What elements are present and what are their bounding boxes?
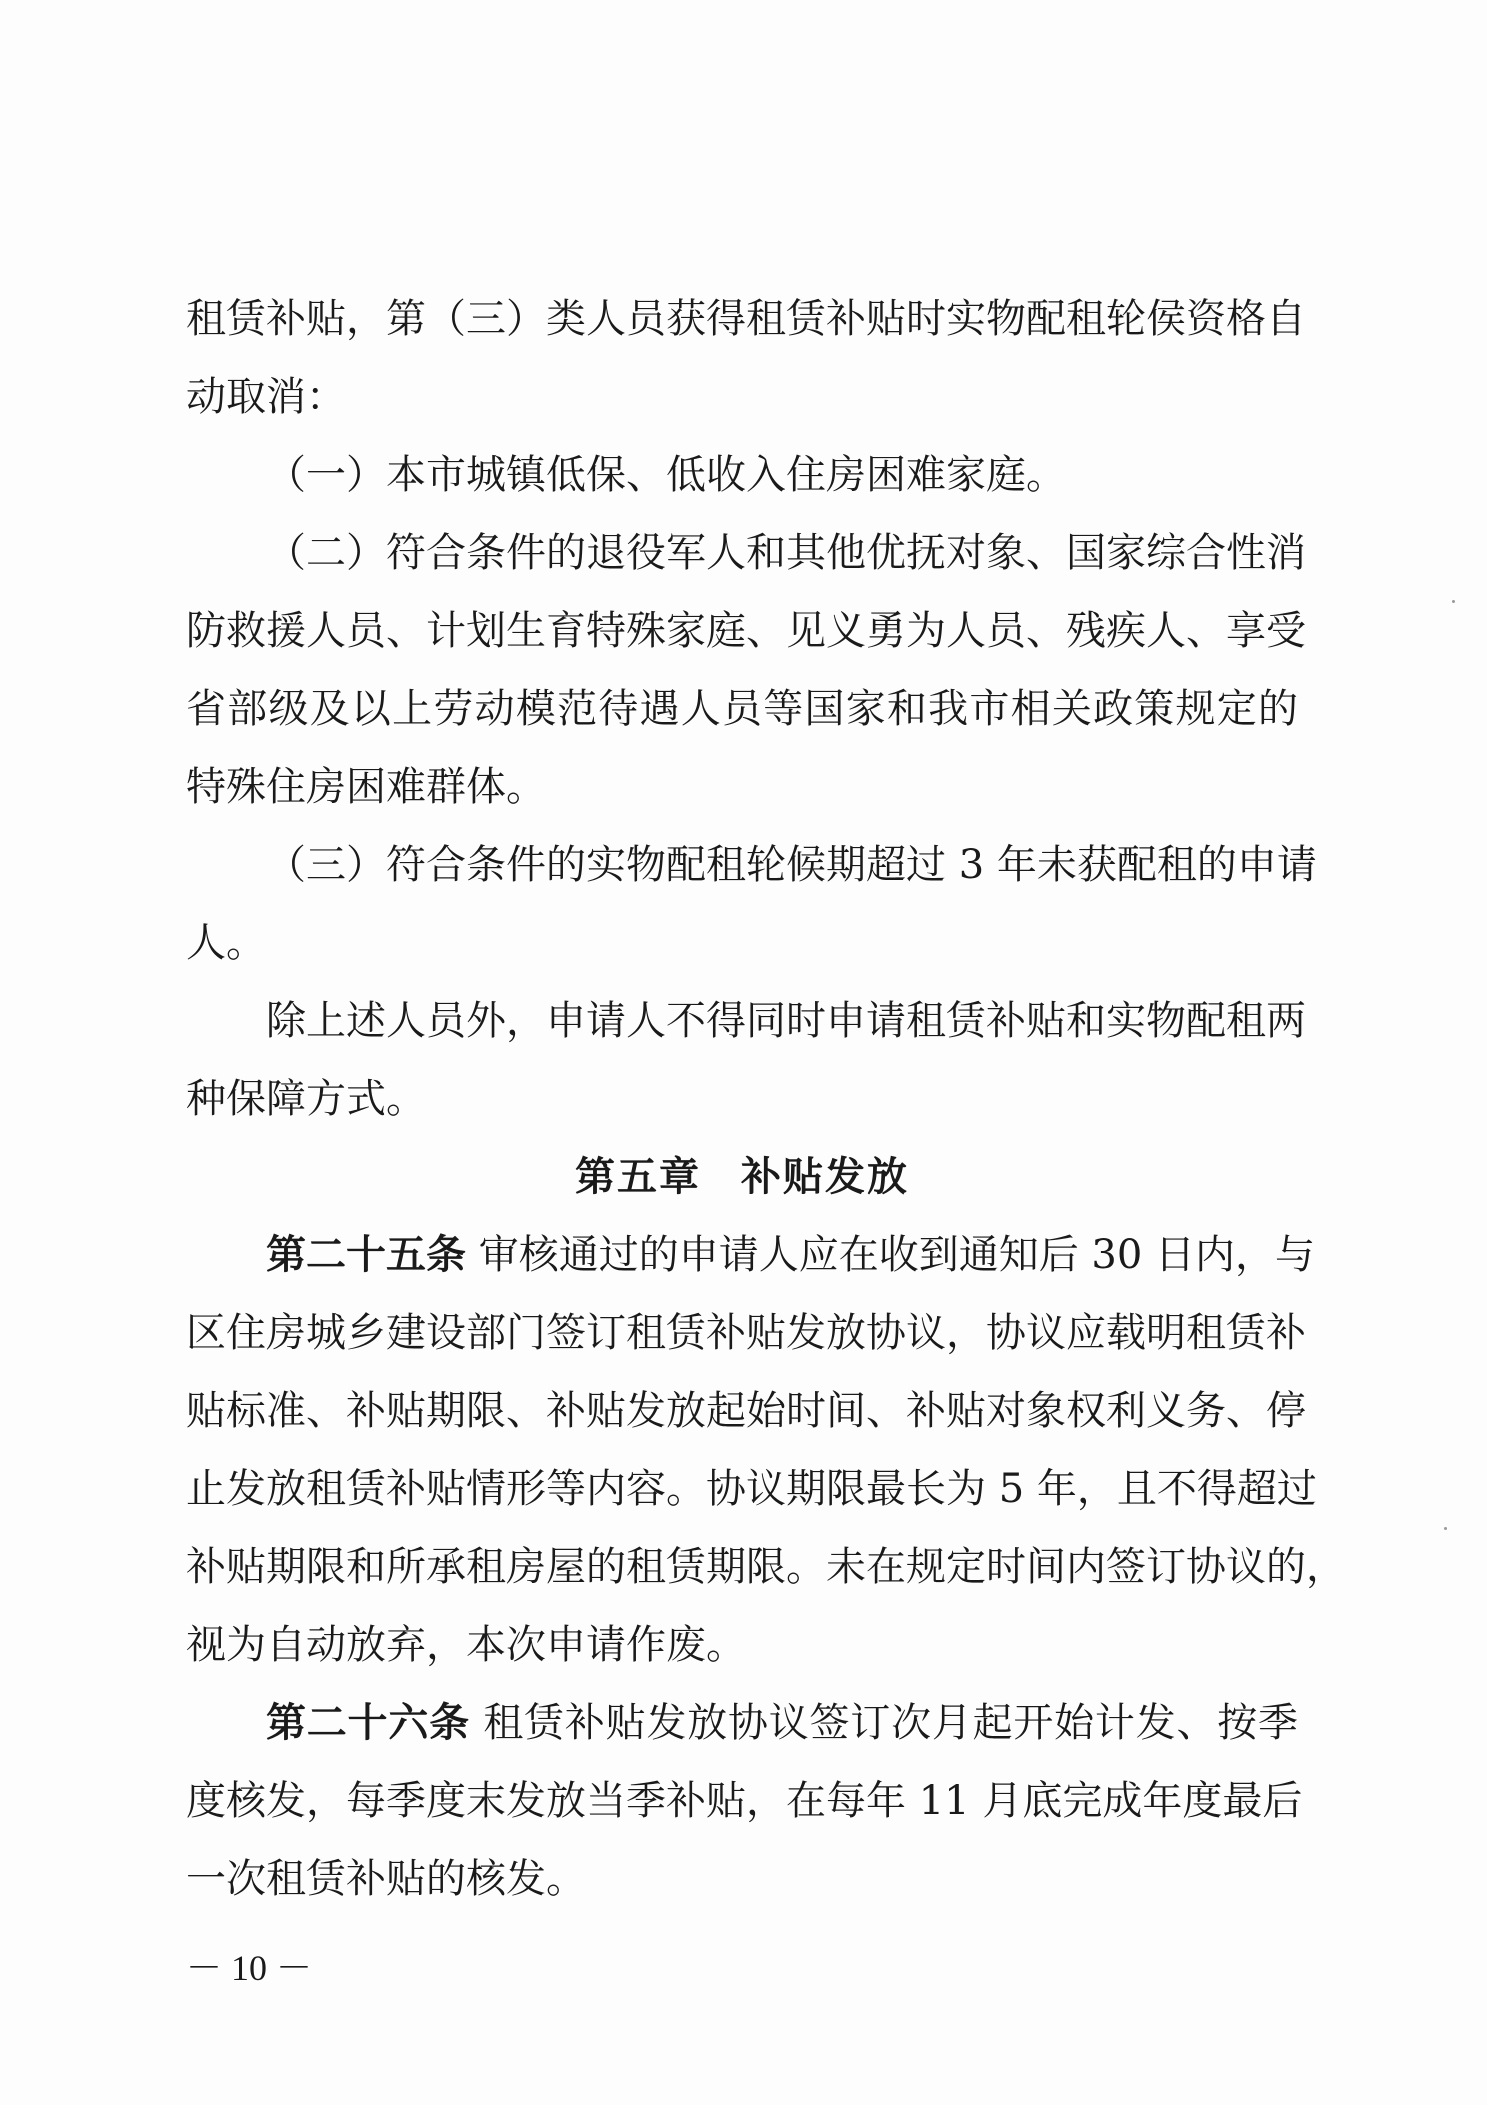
paragraph-line: 除上述人员外，申请人不得同时申请租赁补贴和实物配租两 (266, 998, 1306, 1044)
paragraph-line: （二）符合条件的退役军人和其他优抚对象、国家综合性消 (266, 530, 1306, 576)
paragraph-line: 贴标准、补贴期限、补贴发放起始时间、补贴对象权利义务、停 (186, 1388, 1306, 1434)
paragraph-line: 省部级及以上劳动模范待遇人员等国家和我市相关政策规定的 (186, 686, 1298, 732)
page-number: － 10 － (186, 1948, 313, 1988)
article-label: 第二十五条 (266, 1232, 466, 1278)
chapter-number: 第五章 (575, 1154, 701, 1200)
paragraph-line: 度核发，每季度末发放当季补贴，在每年 11 月底完成年度最后 (186, 1778, 1303, 1824)
chapter-heading (186, 1138, 1298, 1216)
paragraph-line: （三）符合条件的实物配租轮候期超过 3 年未获配租的申请 (266, 842, 1317, 888)
article-text: 租赁补贴发放协议签订次月起开始计发、按季 (483, 1700, 1299, 1746)
paragraph-line: （一）本市城镇低保、低收入住房困难家庭。 (266, 452, 1066, 498)
paragraph-line: 补贴期限和所承租房屋的租赁期限。未在规定时间内签订协议的， (186, 1544, 1346, 1590)
paragraph-line: 一次租赁补贴的核发。 (186, 1856, 586, 1902)
paragraph-line: 种保障方式。 (186, 1076, 426, 1122)
paragraph-line: 动取消： (186, 374, 346, 420)
article-25-line (186, 1216, 1316, 1294)
paragraph-line: 租赁补贴，第（三）类人员获得租赁补贴时实物配租轮侯资格自 (186, 296, 1306, 342)
article-text: 审核通过的申请人应在收到通知后 30 日内，与 (478, 1232, 1316, 1278)
scan-speck (1444, 1527, 1447, 1530)
scan-speck (1452, 600, 1455, 603)
paragraph-line: 特殊住房困难群体。 (186, 764, 546, 810)
article-label: 第二十六条 (266, 1700, 470, 1746)
body-text (186, 280, 1346, 1918)
paragraph-line: 人。 (186, 920, 266, 966)
paragraph-line: 视为自动放弃，本次申请作废。 (186, 1622, 746, 1668)
paragraph-line: 止发放租赁补贴情形等内容。协议期限最长为 5 年，且不得超过 (186, 1466, 1317, 1512)
paragraph-line: 区住房城乡建设部门签订租赁补贴发放协议，协议应载明租赁补 (186, 1310, 1306, 1356)
article-26-line (186, 1684, 1298, 1762)
chapter-title: 补贴发放 (741, 1154, 909, 1200)
paragraph-line: 防救援人员、计划生育特殊家庭、见义勇为人员、残疾人、享受 (186, 608, 1306, 654)
